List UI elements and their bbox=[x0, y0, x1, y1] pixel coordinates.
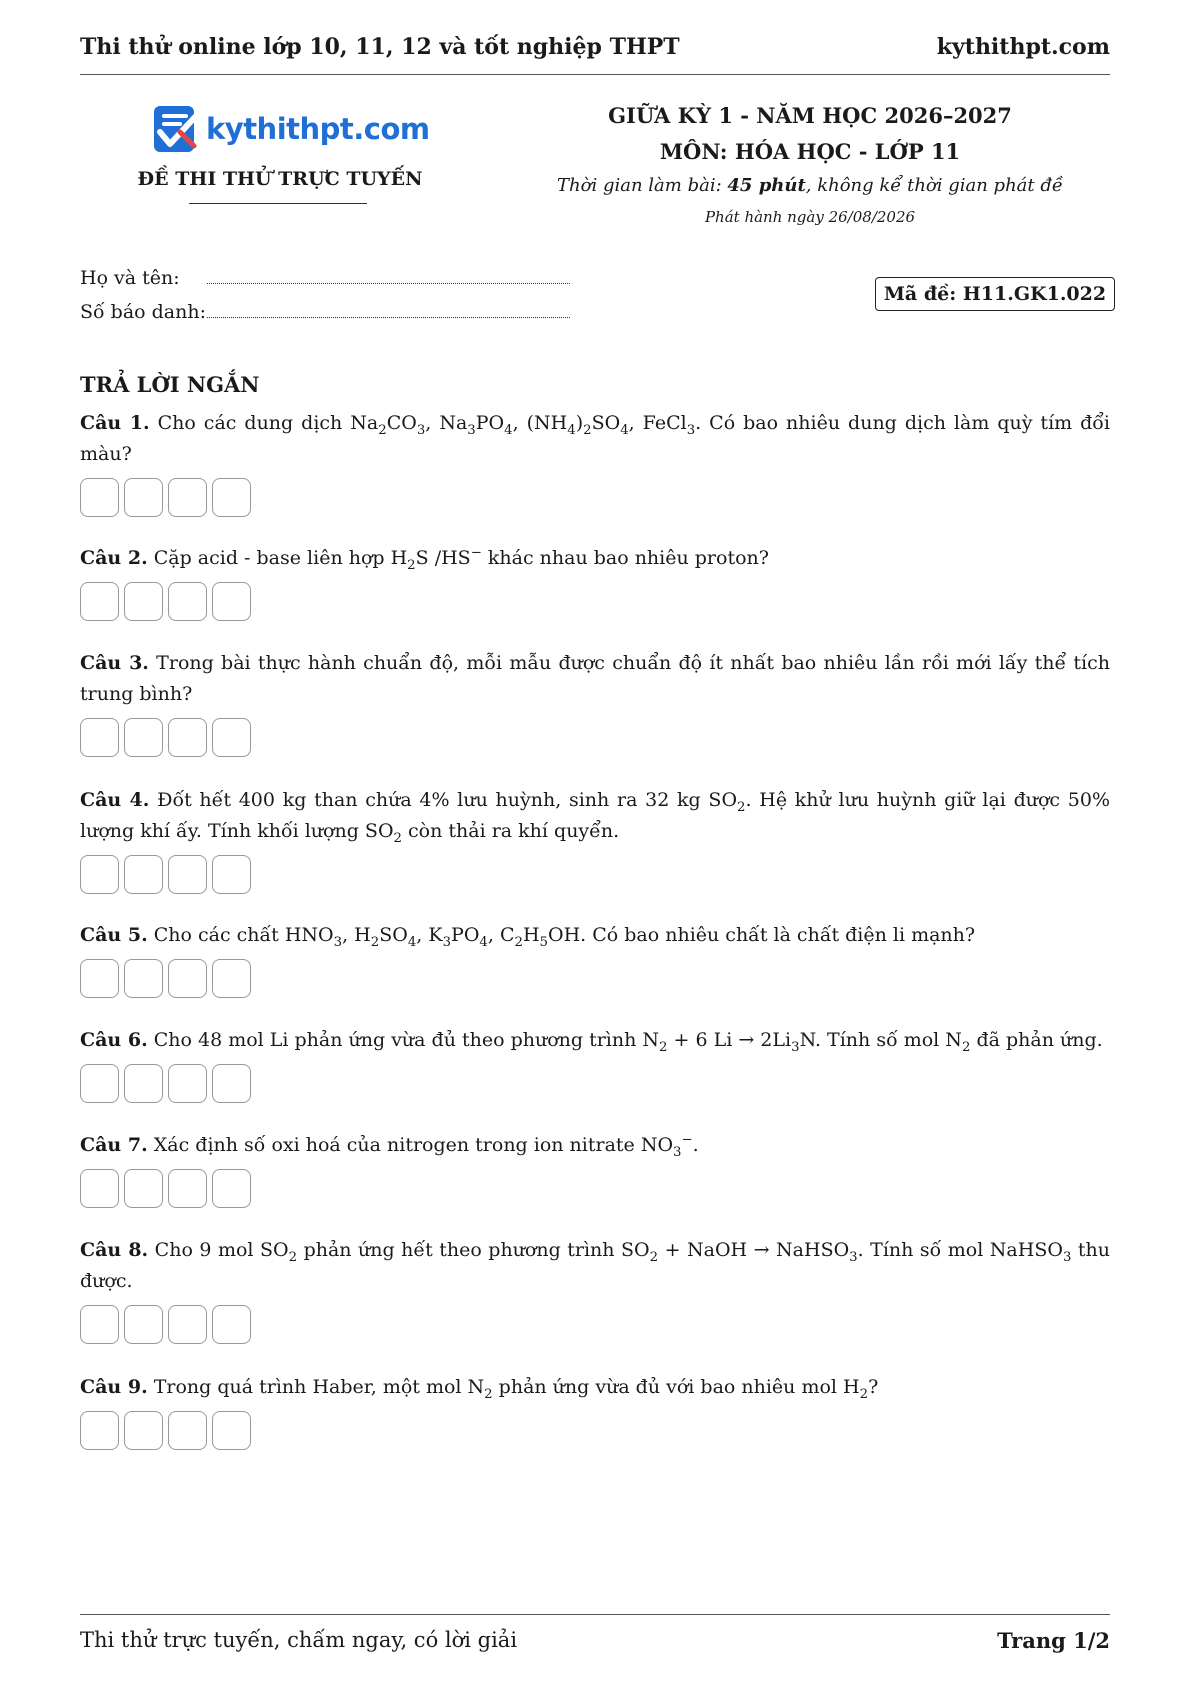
id-row bbox=[80, 299, 570, 333]
answer-box[interactable] bbox=[212, 1305, 251, 1344]
question-item bbox=[80, 648, 1110, 757]
question-item bbox=[80, 1372, 1110, 1450]
answer-box[interactable] bbox=[124, 959, 163, 998]
question-body: Cho 9 mol $SO_2$ phản ứng hết theo phương trình $SO_2$ + NaOH → NaHSO$_3$. Tính số mol NaHSO$_3$ thu được. bbox=[80, 1239, 1111, 1292]
exam-heading bbox=[540, 98, 1080, 232]
answer-box[interactable] bbox=[124, 855, 163, 894]
answer-box[interactable] bbox=[212, 478, 251, 517]
page-footer bbox=[80, 1614, 1110, 1665]
question-text bbox=[80, 785, 1110, 847]
answer-box[interactable] bbox=[80, 959, 119, 998]
question-item bbox=[80, 920, 1110, 998]
answer-box[interactable] bbox=[80, 1411, 119, 1450]
question-label: Câu 8. bbox=[80, 1239, 149, 1261]
question-text bbox=[80, 543, 1110, 574]
answer-grid bbox=[80, 855, 1110, 894]
answer-box[interactable] bbox=[168, 582, 207, 621]
question-text bbox=[80, 408, 1110, 470]
name-row bbox=[80, 265, 570, 299]
footer-tagline: Thi thử trực tuyến, chấm ngay, có lời giải bbox=[80, 1628, 518, 1652]
answer-box[interactable] bbox=[168, 718, 207, 757]
answer-grid bbox=[80, 1169, 1110, 1208]
answer-box[interactable] bbox=[124, 1169, 163, 1208]
exam-issued-date: Phát hành ngày 26/08/2026 bbox=[704, 208, 916, 226]
answer-box[interactable] bbox=[124, 1305, 163, 1344]
answer-box[interactable] bbox=[168, 959, 207, 998]
answer-grid bbox=[80, 959, 1110, 998]
answer-box[interactable] bbox=[212, 855, 251, 894]
answer-box[interactable] bbox=[212, 1064, 251, 1103]
question-item bbox=[80, 1130, 1110, 1208]
answer-grid bbox=[80, 1305, 1110, 1344]
exam-type-label: ĐỀ THI THỬ TRỰC TUYẾN bbox=[137, 168, 423, 190]
question-body: Cho 48 mol Li phản ứng vừa đủ theo phương trình $N_2 + 6$ $Li \to 2Li_3N$. Tính số mol $N_2$ đã phản ứng. bbox=[147, 1029, 1103, 1055]
logo-icon bbox=[150, 102, 204, 156]
question-body: Cặp acid - base liên hợp $H_2S$ /HS− khác nhau bao nhiêu proton? bbox=[147, 545, 769, 573]
question-body: Cho các dung dịch $Na_2CO_3$, $Na_3PO_4$, $(NH_4)_2SO_4$, FeCl$_3$. Có bao nhiêu dung dịch làm quỳ tím đổi màu? bbox=[80, 412, 1111, 465]
answer-box[interactable] bbox=[124, 582, 163, 621]
id-field[interactable] bbox=[207, 299, 570, 318]
answer-box[interactable] bbox=[124, 1411, 163, 1450]
answer-grid bbox=[80, 478, 1110, 517]
answer-box[interactable] bbox=[168, 855, 207, 894]
answer-box[interactable] bbox=[212, 1411, 251, 1450]
page-number: Trang 1/2 bbox=[997, 1627, 1110, 1653]
answer-box[interactable] bbox=[168, 1169, 207, 1208]
answer-box[interactable] bbox=[168, 478, 207, 517]
divider bbox=[189, 203, 367, 204]
question-item bbox=[80, 1235, 1110, 1344]
logo-text: kythithpt.com bbox=[206, 112, 430, 146]
answer-box[interactable] bbox=[124, 718, 163, 757]
question-label: Câu 7. bbox=[80, 1134, 148, 1156]
question-item bbox=[80, 785, 1110, 894]
exam-term: GIỮA KỲ 1 - NĂM HỌC 2026–2027 bbox=[608, 103, 1012, 128]
question-body: Đốt hết 400 kg than chứa 4% lưu huỳnh, sinh ra 32 kg $SO_2$. Hệ khử lưu huỳnh giữ lại được 50% lượng khí ấy. Tính khối lượng $SO_2$ còn thải ra khí quyển. bbox=[80, 789, 1111, 846]
answer-box[interactable] bbox=[168, 1064, 207, 1103]
question-text bbox=[80, 920, 1110, 951]
answer-box[interactable] bbox=[212, 718, 251, 757]
answer-box[interactable] bbox=[212, 959, 251, 998]
question-label: Câu 6. bbox=[80, 1029, 148, 1051]
question-label: Câu 3. bbox=[80, 652, 149, 674]
answer-box[interactable] bbox=[124, 1064, 163, 1103]
question-text bbox=[80, 1025, 1110, 1056]
id-label: Số báo danh: bbox=[80, 301, 207, 323]
answer-grid bbox=[80, 1064, 1110, 1103]
site-logo bbox=[150, 102, 430, 156]
question-body: Cho các chất $HNO_3$, $H_2SO_4$, $K_3PO_4$, $C_2H_5OH$. Có bao nhiêu chất là chất điện li mạnh? bbox=[147, 924, 976, 950]
answer-box[interactable] bbox=[80, 582, 119, 621]
question-body: Trong quá trình Haber, một mol $N_2$ phản ứng vừa đủ với bao nhiêu mol $H_2$? bbox=[147, 1376, 879, 1402]
answer-box[interactable] bbox=[80, 855, 119, 894]
question-text bbox=[80, 1130, 1110, 1161]
section-title: TRẢ LỜI NGẮN bbox=[80, 372, 260, 397]
answer-box[interactable] bbox=[80, 718, 119, 757]
answer-grid bbox=[80, 718, 1110, 757]
exam-duration: Thời gian làm bài: 45 phút, không kể thời gian phát đề bbox=[557, 175, 1063, 196]
answer-box[interactable] bbox=[80, 1305, 119, 1344]
exam-subject: MÔN: HÓA HỌC - LỚP 11 bbox=[659, 139, 961, 164]
question-item bbox=[80, 408, 1110, 517]
page-header bbox=[80, 20, 1110, 75]
question-item bbox=[80, 543, 1110, 621]
question-label: Câu 5. bbox=[80, 924, 148, 946]
question-text bbox=[80, 1235, 1110, 1297]
answer-box[interactable] bbox=[80, 1169, 119, 1208]
question-body: Xác định số oxi hoá của nitrogen trong ion nitrate $NO_3^-$. bbox=[147, 1132, 699, 1160]
answer-box[interactable] bbox=[124, 478, 163, 517]
answer-box[interactable] bbox=[80, 1064, 119, 1103]
question-label: Câu 4. bbox=[80, 789, 150, 811]
question-text bbox=[80, 648, 1110, 710]
question-body: Trong bài thực hành chuẩn độ, mỗi mẫu được chuẩn độ ít nhất bao nhiêu lần rồi mới lấy thể tích trung bình? bbox=[80, 652, 1110, 705]
question-item bbox=[80, 1025, 1110, 1103]
student-info bbox=[80, 265, 570, 333]
name-field[interactable] bbox=[207, 265, 570, 284]
answer-box[interactable] bbox=[80, 478, 119, 517]
header-site: kythithpt.com bbox=[936, 34, 1110, 60]
question-label: Câu 2. bbox=[80, 547, 148, 569]
question-label: Câu 9. bbox=[80, 1376, 148, 1398]
answer-grid bbox=[80, 582, 1110, 621]
answer-box[interactable] bbox=[168, 1305, 207, 1344]
answer-box[interactable] bbox=[212, 582, 251, 621]
answer-grid bbox=[80, 1411, 1110, 1450]
answer-box[interactable] bbox=[212, 1169, 251, 1208]
header-title: Thi thử online lớp 10, 11, 12 và tốt nghiệp THPT bbox=[80, 34, 680, 60]
name-label: Họ và tên: bbox=[80, 267, 180, 289]
question-label: Câu 1. bbox=[80, 412, 150, 434]
answer-box[interactable] bbox=[168, 1411, 207, 1450]
question-text bbox=[80, 1372, 1110, 1403]
exam-code-badge: Mã đề: H11.GK1.022 bbox=[875, 277, 1115, 311]
